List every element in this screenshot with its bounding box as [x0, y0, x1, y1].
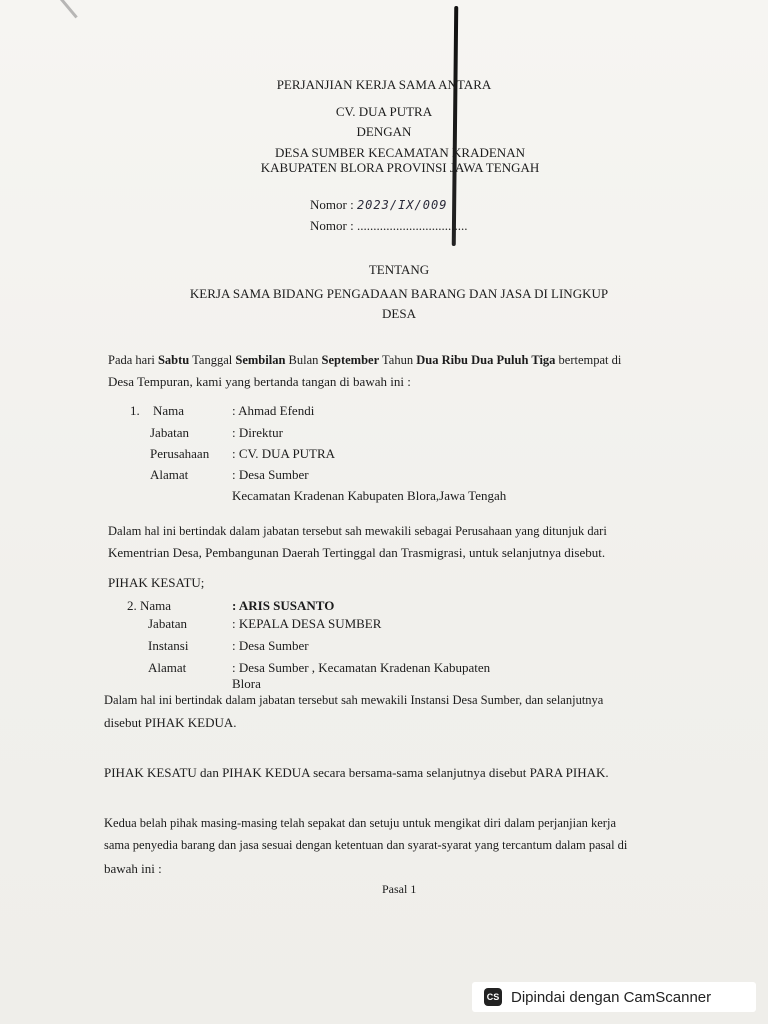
party1-number: 1. [130, 403, 140, 418]
intro-line-2: Desa Tempuran, kami yang bertanda tangan di bawah ini : [108, 374, 411, 389]
agreement-line-2: sama penyedia barang dan jasa sesuai dengan ketentuan dan syarat-syarat yang tercantum dalam pasal di [104, 838, 628, 852]
intro-text: bertempat di [558, 353, 622, 367]
party1-desc-line-2: Kementrian Desa, Pembangunan Daerah Tertinggal dan Trasmigrasi, untuk selanjutnya disebut. [108, 545, 606, 560]
camscanner-logo-icon: CS [484, 988, 502, 1006]
party2-instansi-value: : Desa Sumber [232, 638, 309, 653]
party1-jabatan-label: Jabatan [150, 425, 189, 440]
party2-jabatan-label: Jabatan [148, 616, 187, 631]
agreement-line-3: bawah ini : [104, 861, 162, 876]
intro-line-1 [108, 353, 621, 368]
tentang-label: TENTANG [368, 262, 430, 277]
tentang-line-2: DESA [382, 306, 416, 321]
intro-month: September [321, 353, 380, 367]
party1-perusahaan-value: : CV. DUA PUTRA [232, 446, 336, 461]
intro-text: Bulan [288, 353, 319, 367]
intro-text: Tanggal [192, 353, 233, 367]
camscanner-text: Dipindai dengan CamScanner [511, 988, 712, 1006]
title-line-2: CV. DUA PUTRA [335, 104, 433, 119]
party1-pihak-label: PIHAK KESATU; [108, 575, 205, 590]
pasal-heading: Pasal 1 [382, 882, 417, 896]
para-pihak-statement: PIHAK KESATU dan PIHAK KEDUA secara bersama-sama selanjutnya disebut PARA PIHAK. [104, 765, 609, 780]
party1-nama-value: : Ahmad Efendi [232, 403, 315, 418]
party2-alamat-line-2: Blora [232, 676, 261, 691]
title-line-5: KABUPATEN BLORA PROVINSI JAWA TENGAH [260, 160, 540, 175]
party2-jabatan-value: : KEPALA DESA SUMBER [232, 616, 382, 631]
title-line-1: PERJANJIAN KERJA SAMA ANTARA [276, 77, 492, 92]
tentang-line-1: KERJA SAMA BIDANG PENGADAAN BARANG DAN JASA DI LINGKUP [189, 286, 609, 301]
party2-desc-line-1: Dalam hal ini bertindak dalam jabatan tersebut sah mewakili Instansi Desa Sumber, dan selanjutnya [104, 693, 604, 707]
party2-alamat-value: : Desa Sumber , Kecamatan Kradenan Kabupaten [232, 660, 491, 675]
party1-alamat-line-2: Kecamatan Kradenan Kabupaten Blora,Jawa Tengah [232, 488, 507, 503]
party1-alamat-value: : Desa Sumber [232, 467, 309, 482]
intro-year: Dua Ribu Dua Puluh Tiga [416, 353, 556, 367]
party2-alamat-label: Alamat [148, 660, 187, 675]
intro-text: Tahun [382, 353, 414, 367]
camscanner-watermark [472, 982, 756, 1012]
party1-perusahaan-label: Perusahaan [150, 446, 210, 461]
party1-jabatan-value: : Direktur [232, 425, 283, 440]
intro-day: Sabtu [157, 353, 190, 367]
party2-nama-value: : ARIS SUSANTO [232, 598, 335, 613]
agreement-line-1: Kedua belah pihak masing-masing telah sepakat dan setuju untuk mengikat diri dalam perjanjian kerja [104, 816, 616, 830]
intro-text: Pada hari [108, 353, 155, 367]
nomor-label: Nomor : [310, 197, 354, 212]
party2-nama-label: 2. Nama [127, 598, 172, 613]
party1-alamat-label: Alamat [150, 467, 189, 482]
party1-nama-label: Nama [153, 403, 185, 418]
party1-desc-line-1: Dalam hal ini bertindak dalam jabatan tersebut sah mewakili sebagai Perusahaan yang ditunjuk dari [108, 524, 607, 538]
nomor-1 [310, 197, 447, 213]
nomor-dots: .................................. [356, 218, 468, 233]
intro-date: Sembilan [235, 353, 286, 367]
title-line-3: DENGAN [356, 124, 412, 139]
nomor-label: Nomor : [310, 218, 354, 233]
title-line-4: DESA SUMBER KECAMATAN KRADENAN [275, 145, 525, 160]
party2-desc-line-2: disebut PIHAK KEDUA. [104, 715, 237, 730]
nomor-handwritten-value: 2023/IX/009 [356, 198, 448, 212]
party2-instansi-label: Instansi [148, 638, 189, 653]
nomor-2 [310, 218, 467, 234]
